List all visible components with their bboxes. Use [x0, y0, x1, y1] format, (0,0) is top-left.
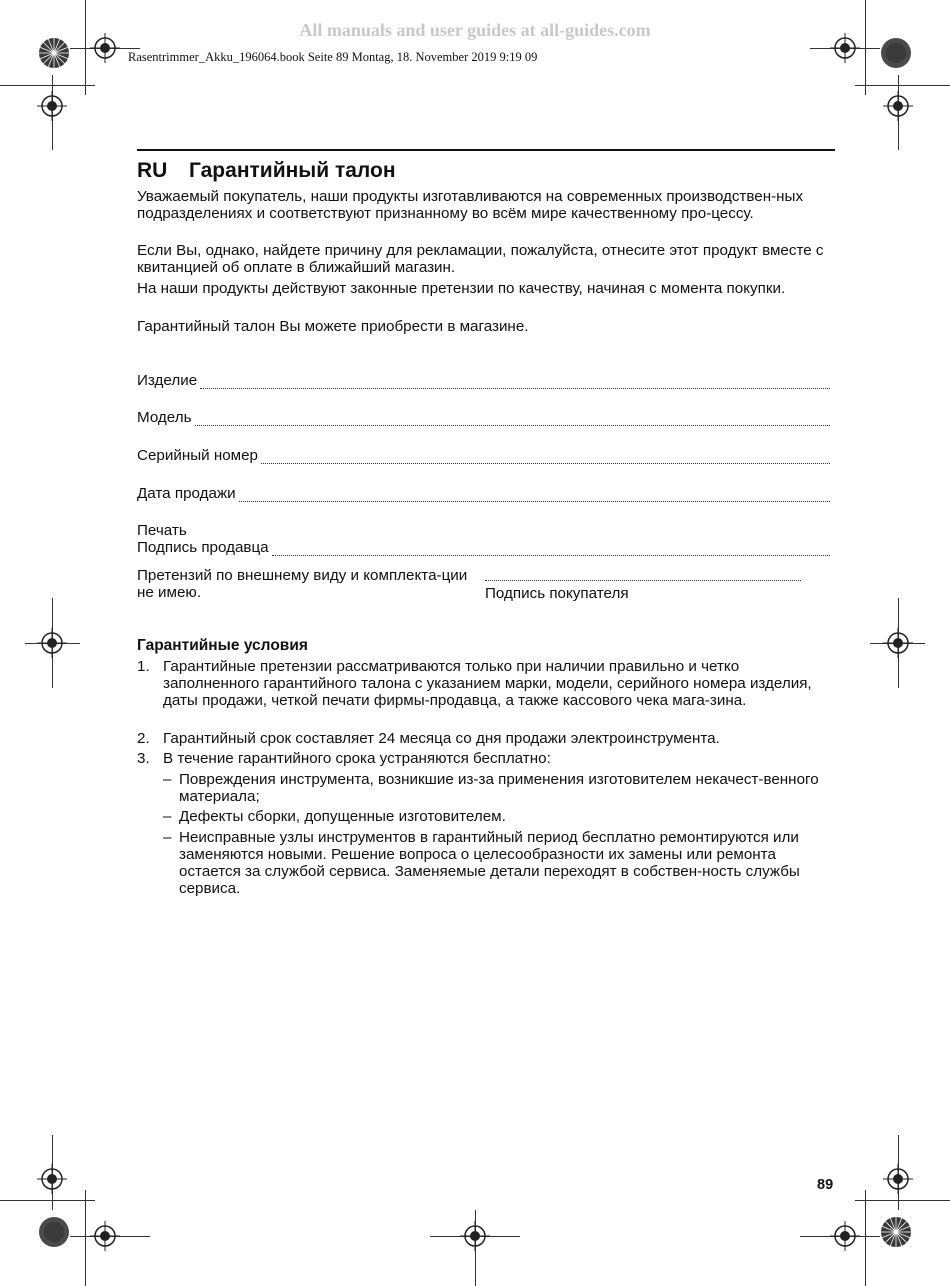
registration-mark-icon — [460, 1221, 490, 1251]
intro-paragraph: Уважаемый покупатель, наши продукты изготавливаются на современных производствен-ных подразделениях и соответствуют признанному во всём мире качественному про-цессу. — [137, 188, 804, 222]
crop-line — [0, 85, 95, 86]
sub-list-text: Неисправные узлы инструментов в гарантийный период бесплатно ремонтируются или заменяются новыми. Решение вопроса о целесообразности их замены или ремонта остается за службой сервиса. Заменяемые детали переходят в собствен-ность службы сервиса. — [179, 829, 800, 897]
crop-line — [855, 1200, 950, 1201]
field-buyer-signature[interactable] — [485, 567, 805, 602]
registration-mark-icon — [37, 91, 67, 121]
conditions-heading: Гарантийные условия — [137, 637, 308, 654]
title-text: Гарантийный талон — [189, 159, 396, 182]
sub-list-item — [163, 829, 837, 897]
sub-list-item — [163, 808, 837, 825]
sub-list-item — [163, 771, 837, 805]
registration-mark-icon — [883, 1164, 913, 1194]
field-product[interactable] — [137, 372, 830, 389]
language-code: RU — [137, 159, 168, 182]
dash-mark: – — [163, 808, 172, 825]
dotted-line — [200, 375, 830, 389]
dotted-line — [195, 412, 830, 426]
color-mark-icon — [880, 37, 912, 69]
crop-line — [85, 1190, 86, 1286]
field-label: Дата продажи — [137, 485, 236, 502]
list-item — [137, 730, 837, 747]
field-model[interactable] — [137, 409, 830, 426]
intro-paragraph: Если Вы, однако, найдете причину для рекламации, пожалуйста, отнесите этот продукт вместе с квитанцией об оплате в ближайший магазин. — [137, 242, 824, 276]
registration-mark-icon — [37, 628, 67, 658]
title-rule — [137, 149, 835, 151]
field-serial-number[interactable] — [137, 447, 830, 464]
intro-paragraph: Гарантийный талон Вы можете приобрести в магазине. — [137, 318, 529, 335]
page-title — [137, 159, 396, 183]
list-item — [137, 658, 837, 709]
list-number: 2. — [137, 730, 150, 747]
field-label: Подпись продавца — [137, 539, 269, 556]
page-number: 89 — [817, 1177, 834, 1193]
registration-mark-icon — [37, 1164, 67, 1194]
watermark: All manuals and user guides at all-guides.com — [299, 20, 651, 40]
list-text: В течение гарантийного срока устраняются бесплатно: — [163, 750, 551, 767]
field-seller-signature[interactable] — [137, 522, 830, 556]
color-mark-icon — [38, 1216, 70, 1248]
sub-list-text: Дефекты сборки, допущенные изготовителем. — [179, 808, 506, 825]
dash-mark: – — [163, 771, 172, 788]
field-label: Модель — [137, 409, 192, 426]
registration-mark-icon — [883, 91, 913, 121]
field-label: Подпись покупателя — [485, 585, 629, 602]
sub-list-text: Повреждения инструмента, возникшие из-за применения изготовителем некачест-венного материала; — [179, 771, 819, 805]
list-text: Гарантийный срок составляет 24 месяца со дня продажи электроинструмента. — [163, 730, 720, 747]
dotted-line — [261, 450, 830, 464]
field-sale-date[interactable] — [137, 485, 830, 502]
dotted-line — [272, 542, 830, 556]
dash-mark: – — [163, 829, 172, 846]
dotted-line — [239, 488, 830, 502]
registration-mark-icon — [90, 1221, 120, 1251]
field-label: Серийный номер — [137, 447, 259, 464]
list-number: 1. — [137, 658, 150, 675]
starburst-mark-icon — [38, 37, 70, 69]
stamp-label: Печать — [137, 522, 187, 539]
book-info: Rasentrimmer_Akku_196064.book Seite 89 Montag, 18. November 2019 9:19 09 — [128, 50, 538, 64]
claim-statement: Претензий по внешнему виду и комплекта-ции не имею. — [137, 567, 468, 601]
registration-mark-icon — [883, 628, 913, 658]
starburst-mark-icon — [880, 1216, 912, 1248]
registration-mark-icon — [830, 1221, 860, 1251]
intro-paragraph: На наши продукты действуют законные претензии по качеству, начиная с момента покупки. — [137, 280, 786, 297]
crop-line — [0, 1200, 95, 1201]
dotted-line — [485, 567, 801, 581]
list-item — [137, 750, 837, 767]
crop-line — [855, 85, 950, 86]
list-text: Гарантийные претензии рассматриваются только при наличии правильно и четко заполненного гарантийного талона с указанием марки, модели, серийного номера изделия, даты продажи, четкой печати фирмы-продавца, а также кассового чека мага-зина. — [163, 658, 812, 709]
crop-line — [865, 1190, 866, 1286]
list-number: 3. — [137, 750, 150, 767]
field-label: Изделие — [137, 372, 198, 389]
